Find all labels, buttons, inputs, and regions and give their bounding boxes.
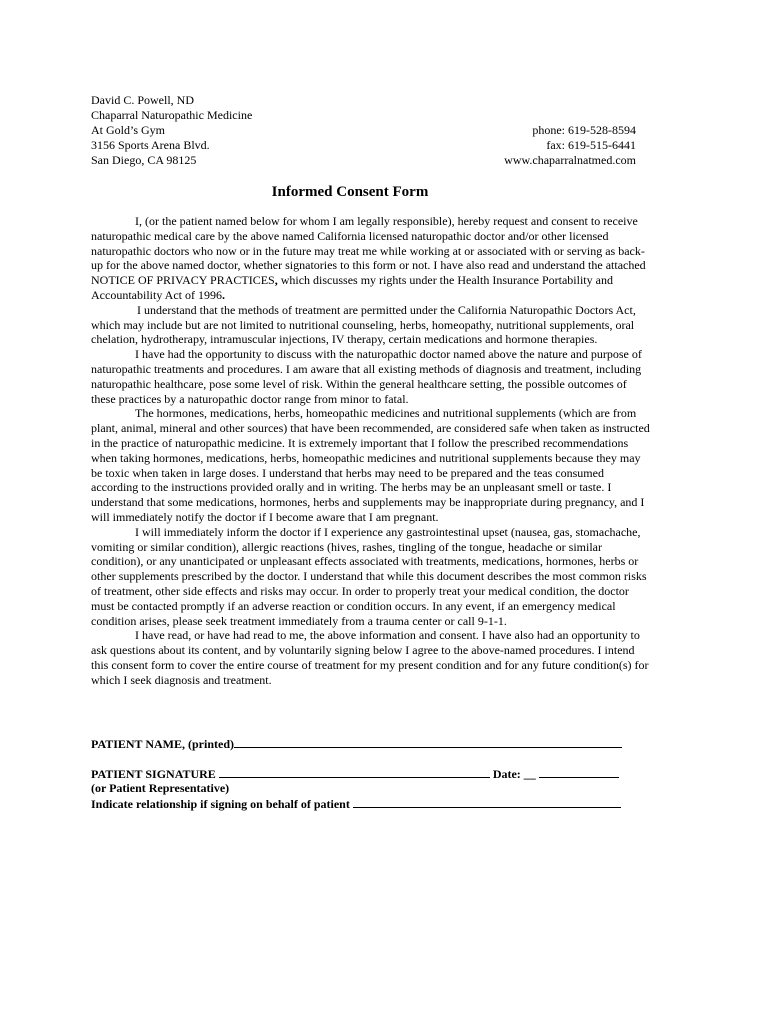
letterhead-line-4 — [91, 138, 636, 153]
paragraph-medicines: The hormones, medications, herbs, homeopathic medicines and nutritional supplements (which are from plant, animal, mineral and other sources) that have been recommended, are considered safe when taken as instructed in the practice of naturopathic medicine. It is extremely important that I follow the prescribed recommendations when taking hormones, medications, herbs, homeopathic medicines and nutritional supplements because they may be toxic when taken in large doses. I understand that herbs may need to be prepared and the teas consumed according to the instructions provided orally and in writing. The herbs may be an unpleasant smell or taste. I understand that some medications, hormones, herbs and supplements may be inappropriate during pregnancy, and I will immediately notify the doctor if I become aware that I am pregnant. — [91, 406, 650, 524]
street-address: 3156 Sports Arena Blvd. — [91, 138, 210, 152]
phone-number: phone: 619-528-8594 — [532, 123, 636, 137]
patient-signature-label: PATIENT SIGNATURE — [91, 767, 219, 781]
patient-signature-row — [91, 766, 651, 781]
date-prefix-underscore: __ — [523, 767, 536, 781]
patient-name-row — [91, 736, 651, 751]
relationship-row — [91, 796, 651, 811]
letterhead-line-5 — [91, 153, 636, 168]
city-state-zip: San Diego, CA 98125 — [91, 153, 197, 167]
paragraph-1-text-b: which discusses my rights under the Health Insurance Portability and Accountability Act of 1996 — [91, 273, 613, 302]
doctor-name: David C. Powell, ND — [91, 93, 194, 107]
paragraph-1-comma: , — [274, 273, 278, 288]
date-label: Date: — [489, 767, 524, 781]
paragraph-1-period: . — [221, 287, 225, 302]
practice-name: Chaparral Naturopathic Medicine — [91, 108, 253, 122]
practice-location: At Gold’s Gym — [91, 123, 166, 137]
website: www.chaparralnatmed.com — [504, 153, 636, 167]
patient-name-field[interactable] — [234, 736, 622, 748]
patient-name-label: PATIENT NAME, (printed) — [91, 737, 235, 751]
patient-signature-field[interactable] — [219, 766, 490, 778]
paragraph-adverse-reactions: I will immediately inform the doctor if I experience any gastrointestinal upset (nausea, gas, stomachache, vomiting or similar condition), allergic reactions (hives, rashes, tingling of the tongue, headache or similar condition), or any unanticipated or unpleasant effects associated with treatments, medications, hormones, herbs or other supplements prescribed by the doctor. I understand that while this document describes the most common risks of treatment, other side effects and risks may occur. In order to properly treat your medical condition, the doctor must be contacted promptly if an adverse reaction or condition occurs. In any event, if an emergency medical condition arises, please seek treatment immediately from a trauma center or call 9-1-1. — [91, 524, 647, 628]
relationship-field[interactable] — [353, 796, 621, 808]
letterhead-line-3 — [91, 123, 636, 138]
paragraph-treatment-methods: I understand that the methods of treatment are permitted under the California Naturopathic Doctors Act, which may include but are not limited to nutritional counseling, herbs, homeopathy, nutritional supplements, oral chelation, hydrotherapy, intramuscular injections, IV therapy, certain medications and hormone therapies. — [91, 302, 636, 347]
fax-number: fax: 619-515-6441 — [546, 138, 636, 152]
representative-label: (or Patient Representative) — [91, 781, 230, 795]
signature-block — [91, 736, 651, 811]
spacer — [91, 751, 651, 766]
letterhead — [91, 93, 636, 168]
paragraph-1-text-a: I, (or the patient named below for whom I am legally responsible), hereby request and consent to receive naturopathic medical care by the above named California licensed naturopathic doctor and/or other licensed naturopathic doctors who now or in the future may treat me while working at or associated with or serving as back-up for the above named doctor, whether signatories to this form or not. I have also read and understand the attached NOTICE OF PRIVACY PRACTICES — [91, 214, 646, 288]
paragraph-request-consent — [91, 214, 651, 303]
letterhead-line-2 — [91, 108, 636, 123]
page-title: Informed Consent Form — [271, 184, 429, 200]
representative-row — [91, 781, 651, 796]
paragraph-risks: I have had the opportunity to discuss with the naturopathic doctor named above the nature and purpose of naturopathic treatments and procedures. I am aware that all existing methods of diagnosis and treatment, including naturopathic healthcare, pose some level of risk. Within the general healthcare setting, the possible outcomes of these practices by a naturopathic doctor range from minor to fatal. — [91, 347, 642, 406]
paragraph-acknowledgement: I have read, or have had read to me, the above information and consent. I have also had an opportunity to ask questions about its content, and by voluntarily signing below I agree to the above-named procedures. I intend this consent form to cover the entire course of treatment for my present condition and for any future condition(s) for which I seek diagnosis and treatment. — [91, 628, 649, 687]
letterhead-line-1 — [91, 93, 636, 108]
relationship-label: Indicate relationship if signing on behalf of patient — [91, 797, 353, 811]
consent-body — [91, 214, 651, 688]
date-field[interactable] — [539, 766, 619, 778]
